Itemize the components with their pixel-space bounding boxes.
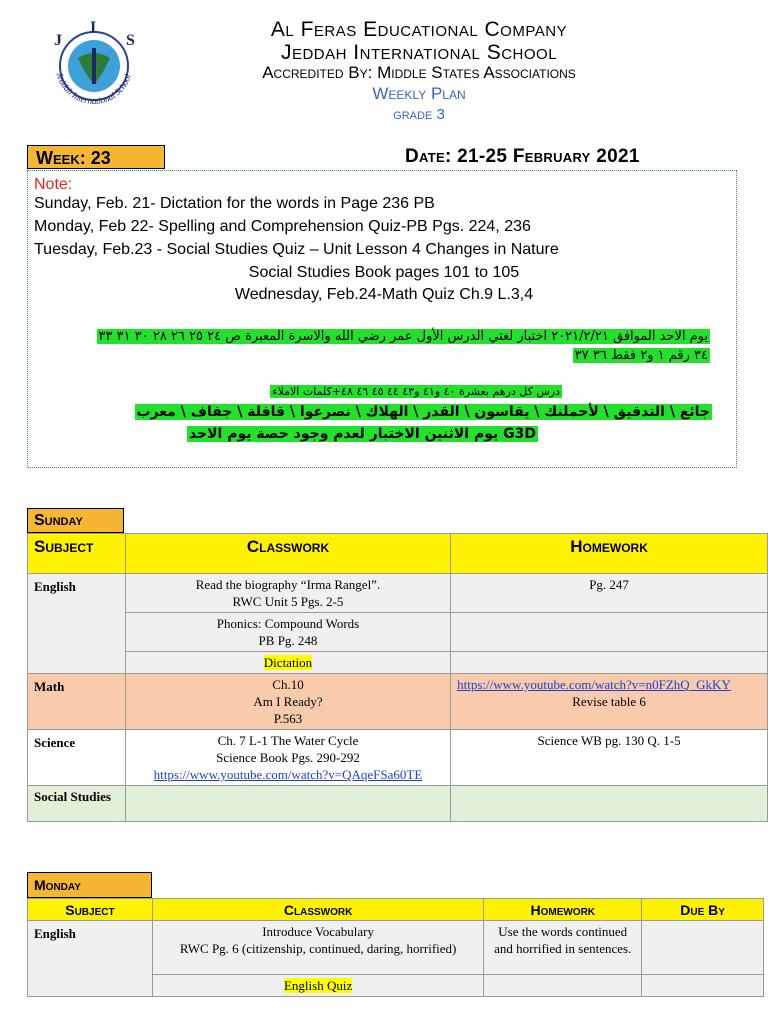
note-label: Note: [34,176,73,193]
grade-label: grade 3 [393,106,445,123]
monday-english-classwork: Introduce Vocabulary RWC Pg. 6 (citizenship, continued, daring, horrified) [152,921,483,975]
arabic-note-4: جائع \ التدقيق \ لأحملنك \ يقاسون \ القدر \ الهلاك \ نصرعوا \ قافلة \ جفاف \ معرب [136,404,710,420]
science-video-link[interactable]: https://www.youtube.com/watch?v=QAqeFSa60TE [153,767,423,782]
math-classwork: Ch.10 Am I Ready? P.563 [125,674,450,730]
sunday-label: Sunday [27,508,124,533]
plan-title: Weekly Plan [372,84,466,103]
header-classwork: Classwork [125,534,450,574]
note-line-sunday: Sunday, Feb. 21- Dictation for the words in Page 236 PB [34,195,435,212]
english-homework-3 [451,652,768,674]
monday-header-subject: Subject [28,899,153,921]
arabic-note-3: درس كل درهم بعشرة ٤٠ و٤١ و٤٣ ٤٤ ٤٥ ٤٦ ٤٨+كلمات الاملاء [272,385,560,398]
sunday-table [27,533,768,822]
header-homework: Homework [451,534,768,574]
monday-header-homework: Homework [484,899,642,921]
math-video-link[interactable]: https://www.youtube.com/watch?v=n0FZhQ_GkKY [457,677,731,692]
arabic-note-5: يوم الاثنين الاختبار لعدم وجود حصة يوم الاحد G3D [188,426,536,442]
note-line-tuesday: Tuesday, Feb.23 - Social Studies Quiz – Unit Lesson 4 Changes in Nature [34,241,559,258]
school-name: Jeddah International School [280,41,558,64]
science-homework: Science WB pg. 130 Q. 1-5 [451,730,768,786]
monday-label: Monday [27,872,152,898]
english-classwork-1: Read the biography “Irma Rangel”. RWC Unit 5 Pgs. 2-5 [125,574,450,613]
svg-text:Jeddah International School: Jeddah International School [54,71,133,107]
svg-text:J: J [54,32,62,49]
arabic-note-1: يوم الاحد الموافق ٢٠٢١/٢/٢١ اختبار لغتي الدرس الأول عمر رضي الله والاسرة المعبرة ص ٢٤ ٢٥ ٢٦ ٢٨ ٣٠ ٣١ ٣٣ [98,329,708,344]
svg-text:I: I [90,19,97,36]
company-name: Al Feras Educational Company [270,18,568,41]
social-homework [451,786,768,822]
subject-math: Math [28,674,126,730]
note-line-monday: Monday, Feb 22- Spelling and Comprehension Quiz-PB Pgs. 224, 236 [34,218,531,235]
social-classwork [125,786,450,822]
monday-english-due-2 [642,975,764,997]
monday-header-due-by: Due By [642,899,764,921]
accreditation: Accredited By: Middle States Associations [262,63,576,82]
monday-english-homework: Use the words continued and horrified in sentences. [484,921,642,975]
svg-text:S: S [126,32,135,49]
english-homework-1: Pg. 247 [451,574,768,613]
note-line-wednesday: Wednesday, Feb.24-Math Quiz Ch.9 L.3,4 [234,286,534,303]
header-subject: Subject [28,534,126,574]
note-line-social-pages: Social Studies Book pages 101 to 105 [248,264,520,281]
date-label: Date: 21-25 February 2021 [405,146,640,167]
monday-subject-english: English [28,921,153,997]
english-homework-2 [451,613,768,652]
week-label: Week: 23 [27,145,165,169]
subject-social-studies: Social Studies [28,786,126,822]
subject-science: Science [28,730,126,786]
arabic-note-2: ٣٤ رقم ١ و٢ فقط ٣٦ ٣٧ [574,348,708,363]
monday-english-due [642,921,764,975]
science-classwork: Ch. 7 L-1 The Water Cycle Science Book Pgs. 290-292 https://www.youtube.com/watch?v=QAqeFSa60TE [125,730,450,786]
subject-english: English [28,574,126,674]
monday-english-homework-2 [484,975,642,997]
english-classwork-3: Dictation [125,652,450,674]
math-homework: https://www.youtube.com/watch?v=n0FZhQ_GkKY Revise table 6 [451,674,768,730]
monday-table [27,898,764,997]
monday-english-quiz: English Quiz [152,975,483,997]
note-box [27,170,737,468]
english-classwork-2: Phonics: Compound Words PB Pg. 248 [125,613,450,652]
monday-header-classwork: Classwork [152,899,483,921]
